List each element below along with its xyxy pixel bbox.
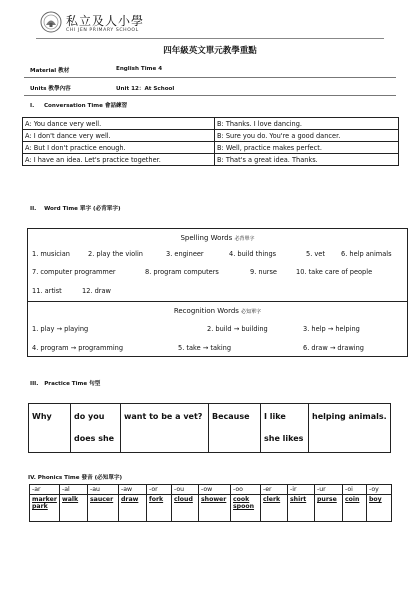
school-name-chinese: 私立及人小學 (66, 14, 145, 28)
phonics-sound: -ur (315, 485, 343, 495)
units-value: Unit 12：At School (116, 86, 175, 92)
speaker-a-line: A: You dance very well. (23, 118, 215, 130)
speaker-b-line: B: Sure you do. You're a good dancer. (215, 130, 399, 142)
phonics-word: cook spoon (231, 495, 261, 522)
phonics-word: coin (343, 495, 367, 522)
units-label: Units 教學內容 (30, 86, 71, 92)
recognition-word: 6. draw → drawing (303, 344, 364, 352)
recognition-word: 3. help → helping (303, 325, 360, 333)
table-row (23, 142, 399, 154)
spelling-word: 12. draw (82, 287, 111, 295)
phonics-word: boy (367, 495, 392, 522)
recognition-words-heading: Recognition Words 必知單字 (173, 307, 262, 315)
speaker-b-line: B: Well, practice makes perfect. (215, 142, 399, 154)
recognition-word: 5. take → taking (178, 344, 232, 352)
phonics-sound: -er (261, 485, 288, 495)
spelling-word: 7. computer programmer (32, 268, 116, 276)
speaker-b-line: B: That's a great idea. Thanks. (215, 154, 399, 166)
spelling-word: 6. help animals (341, 250, 392, 258)
practice-cell: want to be a vet? (121, 404, 209, 453)
spelling-word: 8. program computers (145, 268, 219, 276)
practice-cell: do you does she (71, 404, 121, 453)
practice-cell: helping animals. (309, 404, 391, 453)
table-row (30, 485, 392, 495)
table-row (29, 404, 391, 453)
header-divider (36, 38, 384, 39)
table-row (30, 495, 392, 522)
spelling-word: 5. vet (306, 250, 325, 258)
phonics-word: saucer (88, 495, 119, 522)
phonics-sound: -ir (288, 485, 315, 495)
material-label: Material 教材 (30, 68, 70, 74)
practice-cell: I like she likes (261, 404, 309, 453)
meta-divider (24, 77, 396, 78)
practice-table (28, 403, 391, 453)
phonics-sound: -oo (231, 485, 261, 495)
table-row (23, 130, 399, 142)
phonics-word: cloud (172, 495, 199, 522)
phonics-sound: -oy (367, 485, 392, 495)
phonics-section-title: IV. Phonics Time 發音 (必知單字) (28, 475, 123, 481)
phonics-word: draw (119, 495, 147, 522)
table-row (23, 118, 399, 130)
school-logo-icon (40, 11, 62, 33)
phonics-sound: -or (147, 485, 172, 495)
recognition-word: 2. build → building (207, 325, 268, 333)
table-row (23, 154, 399, 166)
phonics-sound: -aw (119, 485, 147, 495)
phonics-word: shower (199, 495, 231, 522)
speaker-a-line: A: I have an idea. Let's practice together. (23, 154, 215, 166)
phonics-table (29, 484, 392, 522)
practice-section-title: III. Practice Time 句型 (30, 381, 101, 387)
recognition-word: 1. play → playing (32, 325, 89, 333)
phonics-word: fork (147, 495, 172, 522)
phonics-word: marker park (30, 495, 60, 522)
spelling-word: 9. nurse (250, 268, 277, 276)
practice-cell: Because (209, 404, 261, 453)
practice-cell: Why (29, 404, 71, 453)
phonics-sound: -au (88, 485, 119, 495)
speaker-a-line: A: I don't dance very well. (23, 130, 215, 142)
speaker-b-line: B: Thanks. I love dancing. (215, 118, 399, 130)
spelling-word: 3. engineer (166, 250, 204, 258)
speaker-a-line: A: But I don't practice enough. (23, 142, 215, 154)
conversation-section-title: I. Conversation Time 會話練習 (30, 103, 128, 109)
material-value: English Time 4 (116, 66, 163, 72)
spelling-word: 2. play the violin (88, 250, 143, 258)
spelling-word: 4. build things (229, 250, 277, 258)
spelling-words-box (27, 228, 408, 302)
meta-divider (24, 95, 396, 96)
recognition-words-box (27, 301, 408, 357)
recognition-word: 4. program → programming (32, 344, 124, 352)
spelling-word: 11. artist (32, 287, 62, 295)
phonics-word: shirt (288, 495, 315, 522)
phonics-word: purse (315, 495, 343, 522)
school-name-english: CHI JEN PRIMARY SCHOOL (66, 28, 139, 33)
document-title: 四年級英文單元教學重點 (163, 46, 257, 56)
phonics-sound: -ow (199, 485, 231, 495)
phonics-sound: -oi (343, 485, 367, 495)
phonics-sound: -al (60, 485, 88, 495)
conversation-table (22, 117, 399, 166)
phonics-sound: -ou (172, 485, 199, 495)
word-time-section-title: II. Word Time 單字 (必背單字) (30, 206, 121, 212)
spelling-words-heading: Spelling Words 必背單字 (180, 234, 255, 242)
phonics-word: walk (60, 495, 88, 522)
spelling-word: 10. take care of people (296, 268, 373, 276)
spelling-word: 1. musician (32, 250, 70, 258)
phonics-sound: -ar (30, 485, 60, 495)
phonics-word: clerk (261, 495, 288, 522)
